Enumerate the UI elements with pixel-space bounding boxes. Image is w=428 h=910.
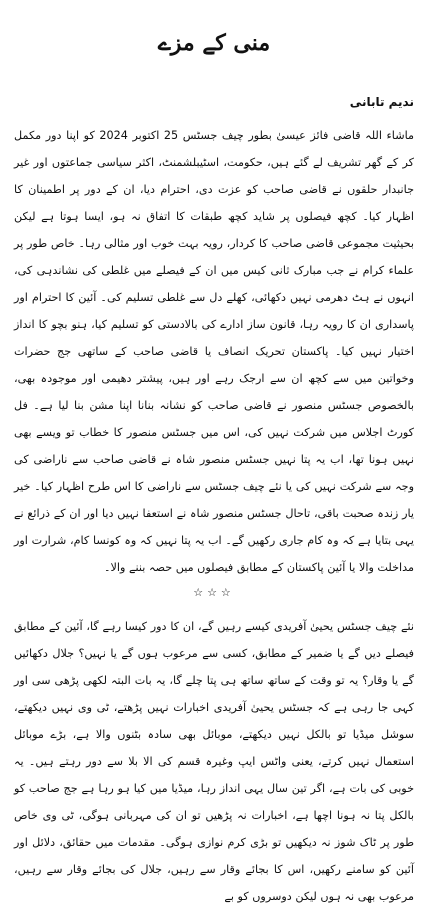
author-name: ندیم تابانی (349, 95, 414, 109)
article-paragraph: نئے چیف جسٹس یحییٰ آفریدی کیسے رہیں گے، ان کا دور کیسا رہے گا، آئین کے مطابق فیصلے دیں گے یا ضمیر کے مطابق، کسی سے مرعوب ہوں گے یا نہیں؟ جلال دکھائیں گے یا وقار؟ یہ تو وقت کے ساتھ ساتھ ہی پتا چلے گا، یہ بات البتہ لکھی پڑھی سی اور کہی جا رہی ہے کہ جسٹس یحییٰ آفریدی اخبارات نہیں پڑھتے، ٹی وی نہیں دیکھتے، سوشل میڈیا تو بالکل نہیں دیکھتے، موبائل بھی سادہ بٹنوں والا ہے، بڑے موبائل استعمال نہیں کرتے، یعنی واٹس ایپ وغیرہ قسم کی الا بلا سے دور رہتے ہیں۔ یہ خوبی کی بات ہے، اگر تین سال یہی انداز رہا، میڈیا میں کیا ہو رہا ہے جج صاحب کو بالکل پتا نہ ہونا اچھا ہے، اخبارات نہ پڑھیں تو ان کی مہربانی ہوگی، ٹی وی خاص طور پر ٹاک شوز نہ دیکھیں تو بڑی کرم نوازی ہوگی۔ مقدمات میں حقائق، دلائل اور آئین کو سامنے رکھیں، اس کا بجائے وقار سے رہیں، جلال کی بجائے وقار سے رہیں، مرعوب بھی نہ ہوں لیکن دوسروں کو بے (14, 620, 414, 903)
article-paragraph: ماشاء اللہ قاضی فائز عیسیٰ بطور چیف جسٹس 25 اکتوبر 2024 کو اپنا دور مکمل کر کے گھر تشریف لے گئے ہیں، حکومت، اسٹیبلشمنٹ، اکثر سیاسی جماعتوں اور غیر جانبدار حلقوں نے قاضی صاحب کو عزت دی، احترام دیا، ان کے دور پر اطمینان کا اظہار کیا۔ کچھ فیصلوں پر شاید کچھ طبقات کا اتفاق نہ ہو، ایسا ہوتا ہے لیکن بحیثیت مجموعی قاضی صاحب کا کردار، رویہ بہت خوب اور مثالی رہا۔ خاص طور پر علماء کرام نے جب مبارک ثانی کیس میں ان کے فیصلے میں غلطی کی نشاندہی کی، انہوں نے ہٹ دھرمی نہیں دکھائی، کھلے دل سے غلطی تسلیم کی۔ آئین کا احترام اور پاسداری ان کا رویہ رہا، قانون ساز ادارے کی بالادستی کو تسلیم کیا، ہنو بچو کا انداز اختیار نہیں کیا۔ پاکستان تحریک انصاف یا قاضی صاحب کے ساتھی جج حضرات وخواتین میں سے کچھ ان سے ارجک رہے اور ہیں، پیشتر دھیمی اور موجودہ بھی، بالخصوص جسٹس منصور نے قاضی صاحب کو نشانہ بنانا اپنا مشن بنا لیا ہے۔ فل کورٹ اجلاس میں شرکت نہیں کی، اس میں جسٹس منصور کا خطاب تو ویسے بھی نہیں ہونا تھا، اب یہ پتا نہیں جسٹس منصور شاہ نے قاضی صاحب سے ناراضی کی وجہ سے شرکت نہیں کی یا نئے چیف جسٹس سے ناراضی کا اس طرح اظہار کیا۔ خیر یار زندہ صحبت باقی، تاحال جسٹس منصور شاہ نے استعفا نہیں دیا اور ان کے ذرائع نے یہی بتایا ہے کہ وہ کام جاری رکھیں گے۔ اب یہ پتا نہیں کہ وہ کونسا کام، شرارت اور مداخلت والا یا آئین پاکستان کے مطابق فیصلوں میں حصہ بننے والا۔ (14, 129, 414, 574)
section-divider: ☆☆☆ (193, 586, 235, 599)
article-title: منی کے مزے (157, 30, 271, 56)
